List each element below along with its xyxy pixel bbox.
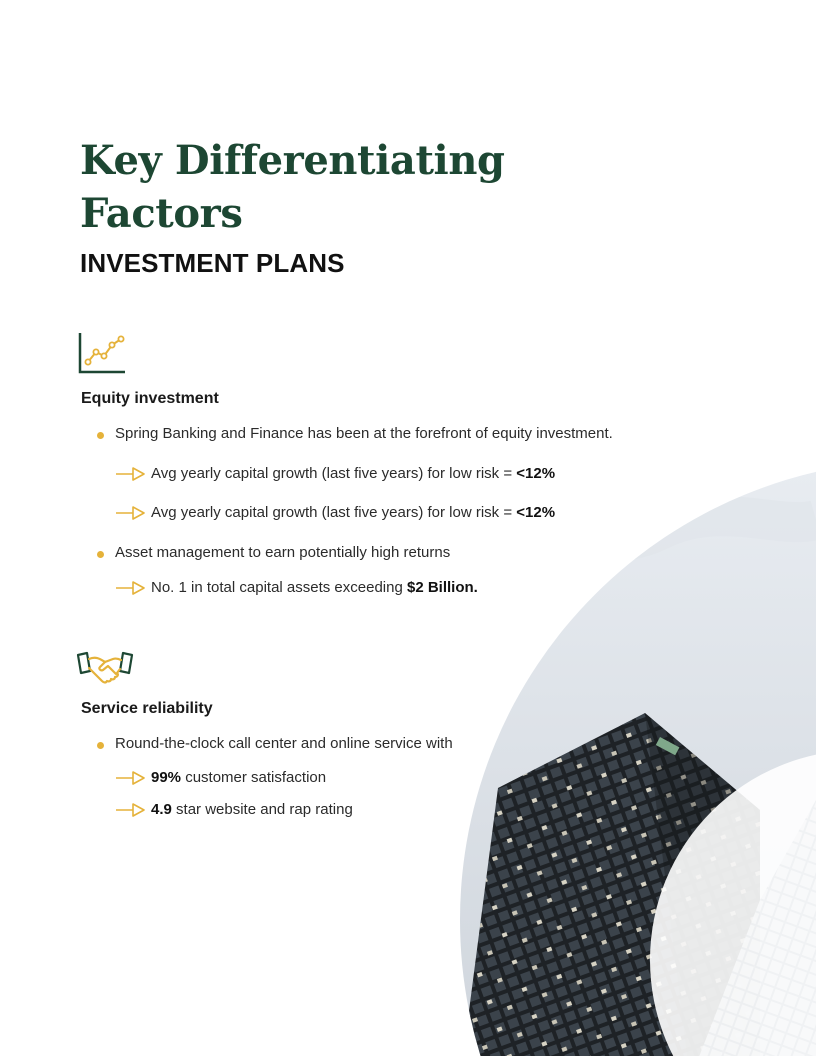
capital-assets-value: $2 Billion. bbox=[406, 579, 478, 596]
section-heading-service: Service reliability bbox=[81, 700, 213, 717]
section-heading-equity: Equity investment bbox=[81, 390, 219, 407]
rating-value: 4.9 bbox=[151, 801, 172, 818]
service-bullet-1: Round-the-clock call center and online service with bbox=[115, 735, 453, 752]
low-risk-growth-value: <12% bbox=[516, 465, 556, 482]
title-line-2: Factors bbox=[80, 190, 243, 237]
page-subtitle: INVESTMENT PLANS bbox=[80, 248, 345, 278]
equity-bullet-2: Asset management to earn potentially high returns bbox=[115, 544, 450, 561]
satisfaction-value: 99% bbox=[151, 769, 182, 786]
title-line-1: Key Differentiating bbox=[80, 137, 505, 184]
equity-bullet-1: Spring Banking and Finance has been at the forefront of equity investment. bbox=[115, 425, 613, 442]
low-risk-growth-value: <12% bbox=[516, 504, 556, 521]
